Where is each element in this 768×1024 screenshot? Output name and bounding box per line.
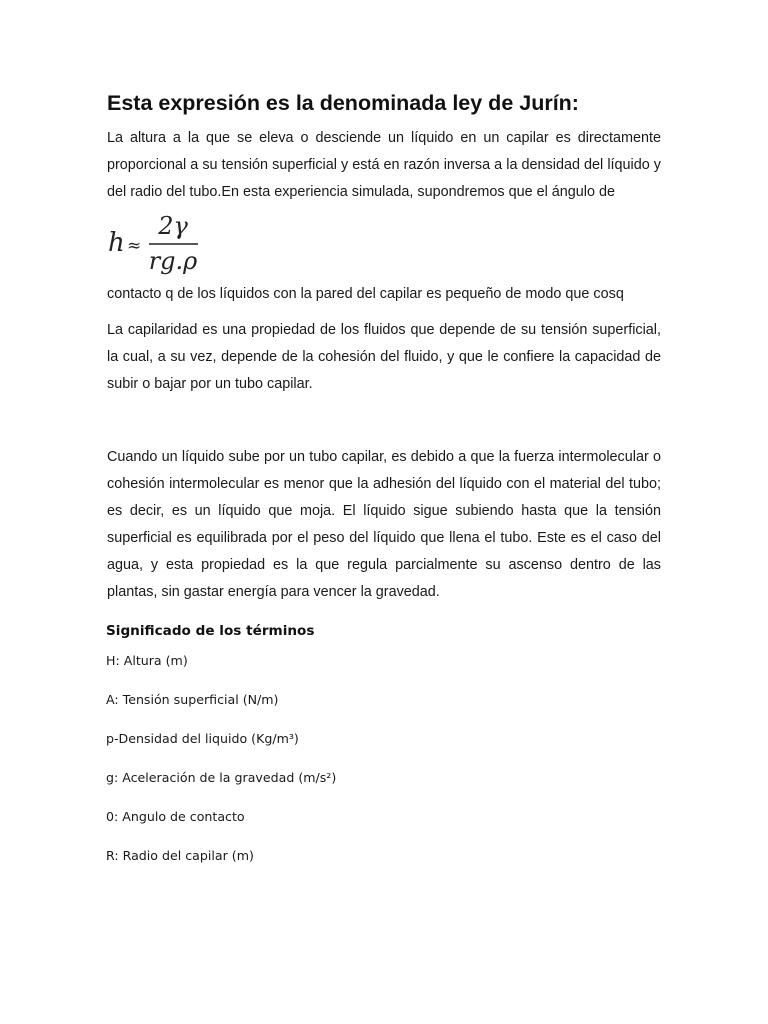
term-contact-angle: 0: Angulo de contacto <box>106 809 245 824</box>
formula-denominator: rg.ρ <box>148 247 198 275</box>
term-gravity: g: Aceleración de la gravedad (m/s²) <box>106 770 337 785</box>
formula-graphic <box>107 208 207 278</box>
spacer <box>107 308 661 317</box>
term-radius: R: Radio del capilar (m) <box>106 848 254 863</box>
paragraph-capillarity: La capilaridad es una propiedad de los fluidos que depende de su tensión superficial, la cual, a su vez, depende de la cohesión del fluido, y que le confiere la capacidad de subir o bajar por un tubo capilar. <box>107 322 661 392</box>
term-surface-tension: A: Tensión superficial (N/m) <box>106 692 279 707</box>
terms-title: Significado de los términos <box>106 623 315 639</box>
spacer <box>107 398 661 444</box>
formula-lhs: h <box>108 228 125 258</box>
term-height: H: Altura (m) <box>106 653 188 668</box>
formula-numerator: 2γ <box>158 212 188 240</box>
term-density: p-Densidad del liquido (Kg/m³) <box>106 731 299 746</box>
terms-list <box>106 651 661 885</box>
paragraph-jurin-intro: La altura a la que se eleva o desciende un líquido en un capilar es directamente proporcional a su tensión superficial y está en razón inversa a la densidad del líquido y del radio del tubo.En esta experiencia simulada, supondremos que el ángulo de <box>107 130 661 200</box>
formula-approx: ≈ <box>127 236 142 256</box>
page-title: Esta expresión es la denominada ley de Jurín: <box>107 91 579 115</box>
paragraph-contact-angle: contacto q de los líquidos con la pared del capilar es pequeño de modo que cosq <box>107 286 624 302</box>
paragraph-rising-liquid: Cuando un líquido sube por un tubo capilar, es debido a que la fuerza intermolecular o cohesión intermolecular es menor que la adhesión del líquido con el material del tubo; es decir, es un líquido que moja. El líquido sigue subiendo hasta que la tensión superficial es equilibrada por el peso del líquido que llena el tubo. Este es el caso del agua, y esta propiedad es la que regula parcialmente su ascenso dentro de las plantas, sin gastar energía para vencer la gravedad. <box>107 449 661 600</box>
jurin-formula <box>107 208 661 278</box>
document-content <box>107 88 661 885</box>
